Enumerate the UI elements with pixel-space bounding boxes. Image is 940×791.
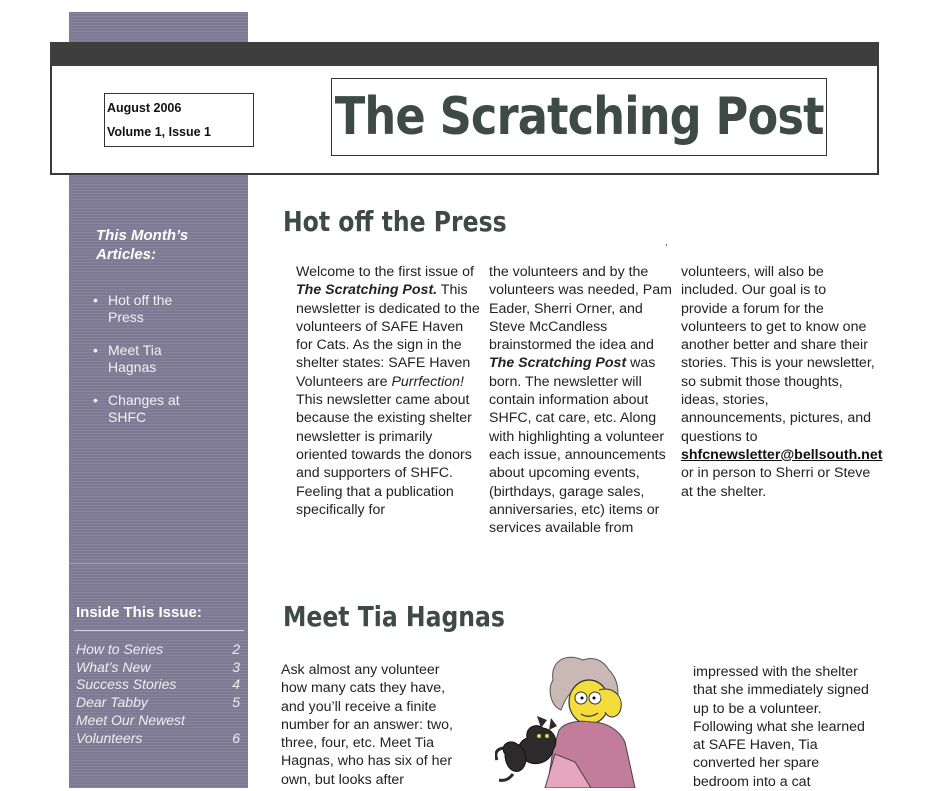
table-of-contents [76, 641, 240, 747]
issue-volume: Volume 1, Issue 1 [107, 125, 211, 139]
toc-title: Dear Tabby [76, 694, 148, 711]
sidebar-divider [69, 563, 248, 564]
article2-column-1 [281, 661, 463, 789]
sidebar-article-list [93, 292, 233, 442]
publication-title: The Scratching Post. [296, 282, 438, 299]
article-column-1 [296, 263, 482, 519]
bullet-icon: • [93, 392, 98, 408]
newsletter-email-link[interactable]: shfcnewsletter@bellsouth.net [681, 446, 883, 463]
body-text: Ask almost any volunteer how many cats they have, and you’ll receive a finite number for an answer: two, three, four, etc. Meet Tia Hagnas, who has six of her own, but looks after [281, 662, 453, 788]
toc-row[interactable] [76, 641, 240, 659]
toc-page: 5 [232, 694, 240, 711]
sidebar-article-item[interactable] [93, 342, 233, 376]
issue-info-box [104, 93, 254, 147]
sidebar-article-label: Press [108, 309, 144, 325]
sidebar-articles-heading [96, 226, 236, 264]
article2-column-3 [693, 663, 875, 791]
sidebar-article-label: Meet Tia [108, 342, 162, 358]
cat-lady-illustration [495, 650, 670, 788]
newsletter-title: The Scratching Post [334, 87, 824, 147]
publication-title: The Scratching Post [489, 355, 627, 372]
inside-issue-rule [74, 630, 244, 631]
toc-page: 6 [232, 729, 240, 746]
inside-issue-title: Inside This Issue: [76, 604, 202, 621]
body-text: the volunteers and by the volunteers was needed, Pam Eader, Sherri Orner, and Steve McCandless brainstormed the idea and [489, 264, 672, 354]
sidebar-article-item[interactable] [93, 392, 233, 426]
bullet-icon: • [93, 342, 98, 358]
toc-page: 2 [232, 641, 240, 657]
toc-title: Meet Our Newest [76, 711, 185, 728]
toc-title: Success Stories [76, 676, 177, 693]
sidebar-article-item[interactable] [93, 292, 233, 326]
sidebar-article-label: Changes at [108, 392, 180, 408]
body-text: impressed with the shelter that she immediately signed up to be a volunteer. Following what she learned at SAFE Haven, Tia converted her spare bedroom into a cat [693, 664, 869, 790]
toc-title: Volunteers [76, 729, 143, 746]
sidebar-article-label: SHFC [108, 409, 147, 425]
body-text: volunteers, will also be included. Our goal is to provide a forum for the volunteers to get to know one another better and share their stories. This is your newsletter, so submit those thoughts, ideas, stories, announcements, pictures, and questions to [681, 264, 875, 445]
body-text: or in person to Sherri or Steve at the shelter. [681, 465, 871, 500]
toc-title: How to Series [76, 641, 164, 657]
toc-row[interactable] [76, 712, 240, 730]
body-text: This newsletter came about because the existing shelter newsletter is primarily oriented towards the donors and supporters of SHFC. Feeling that a publication specifically for [296, 392, 472, 518]
toc-row[interactable] [76, 676, 240, 694]
stray-mark: , [665, 237, 668, 248]
article-column-3 [681, 263, 883, 501]
emphasis-text: Purrfection! [391, 373, 464, 390]
sidebar-article-label: Hot off the [108, 292, 173, 308]
masthead-top-bar [50, 42, 879, 66]
body-text: was born. The newsletter will contain information about SHFC, cat care, etc. Along with highlighting a volunteer each issue, announcements about upcoming events, (birthdays, garage sales, anniversaries, etc) items or services available from [489, 355, 666, 537]
issue-date: August 2006 [107, 101, 182, 115]
article-heading: Hot off the Press [283, 205, 507, 238]
toc-page: 3 [232, 658, 240, 675]
sidebar-heading-line: Articles: [96, 246, 157, 263]
bullet-icon: • [93, 292, 98, 308]
sidebar-article-label: Hagnas [108, 359, 157, 375]
toc-page: 4 [232, 676, 240, 693]
toc-row[interactable] [76, 694, 240, 712]
sidebar-heading-line: This Month’s [96, 227, 189, 244]
body-text: This newsletter is dedicated to the volunteers of SAFE Haven for Cats. As the sign in the shelter states: SAFE Haven Volunteers are [296, 282, 480, 390]
toc-row[interactable] [76, 659, 240, 677]
body-text: Welcome to the first issue of [296, 264, 474, 280]
newsletter-title-box [331, 78, 827, 156]
article-column-2 [489, 263, 673, 537]
toc-row[interactable] [76, 730, 240, 748]
toc-title: What’s New [76, 658, 151, 675]
article-heading: Meet Tia Hagnas [283, 600, 505, 633]
